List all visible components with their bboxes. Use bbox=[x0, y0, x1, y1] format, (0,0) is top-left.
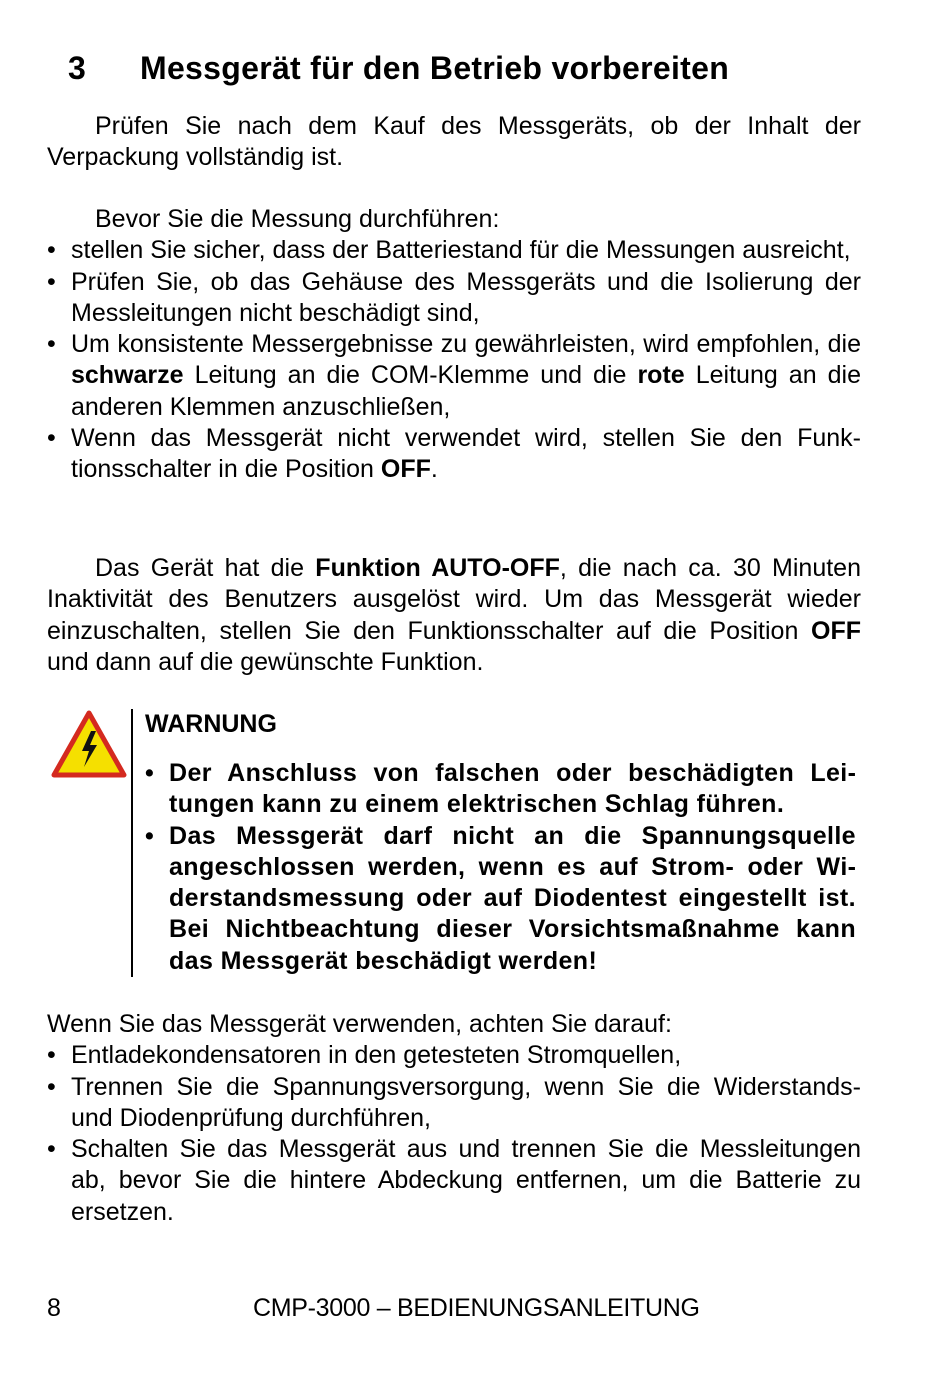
list-item: • Entladekondensatoren in den getesteten Stromquellen, bbox=[47, 1040, 861, 1071]
list-item: • Prüfen Sie, ob das Gehäuse des Messgeräts und die Isolierung der Messleitungen nicht beschädigt sind, bbox=[47, 267, 861, 330]
intro-paragraph: Prüfen Sie nach dem Kauf des Messgeräts, ob der Inhalt der Verpackung vollständig ist. bbox=[47, 112, 861, 172]
list-item: • Der Anschluss von falschen oder beschädigten Leitungen kann zu einem elektrischen Schlag führen. bbox=[145, 758, 856, 821]
warning-content bbox=[145, 709, 856, 977]
warning-divider bbox=[131, 709, 133, 977]
emphasis-red: rote bbox=[637, 361, 685, 390]
warning-title: WARNUNG bbox=[145, 710, 277, 738]
emphasis-off: OFF bbox=[380, 455, 431, 484]
preparation-lead: Bevor Sie die Messung durchführen: bbox=[95, 205, 500, 233]
section-number: 3 bbox=[68, 50, 87, 86]
list-item: • Schalten Sie das Messgerät aus und trennen Sie die Messleitungen ab, bevor Sie die hintere Abdeckung entfernen, um die Batterie zu ersetzen. bbox=[47, 1134, 861, 1228]
list-item: • Das Messgerät darf nicht an die Spannungsquelle angeschlossen werden, wenn es auf Strom- oder Widerstandsmessung oder auf Diodentest eingestellt ist. Bei Nichtbeachtung dieser Vorsichtsmaßnahme kann das Messgerät beschädigt werden! bbox=[145, 821, 856, 977]
auto-off-paragraph: Das Gerät hat die Funktion AUTO-OFF, die nach ca. 30 Minuten Inaktivität des Benutzers ausgelöst wird. Um das Messgerät wieder einzuschalten, stellen Sie den Funktionsschalter auf die Position OFF und dann auf die gewünschte Funktion. bbox=[47, 554, 861, 676]
emphasis-black: schwarze bbox=[71, 361, 184, 390]
usage-block bbox=[47, 1009, 861, 1228]
auto-off-block bbox=[47, 553, 861, 678]
warning-box bbox=[47, 709, 861, 977]
section-heading bbox=[68, 50, 729, 87]
usage-lead: Wenn Sie das Messgerät verwenden, achten Sie darauf: bbox=[47, 1010, 672, 1038]
intro-block bbox=[47, 111, 861, 174]
list-item: • Um konsistente Messergebnisse zu gewährleisten, wird empfohlen, die schwarze Leitung an die COM-Klemme und die rote Leitung an die anderen Klemmen anzuschließen, bbox=[47, 329, 861, 423]
warning-list bbox=[145, 758, 856, 977]
usage-list bbox=[47, 1040, 861, 1228]
emphasis-auto-off: Funktion AUTO-OFF bbox=[315, 554, 560, 582]
document-title: CMP-3000 – BEDIENUNGSANLEITUNG bbox=[253, 1294, 700, 1322]
section-title: Messgerät für den Betrieb vorbereiten bbox=[140, 50, 730, 86]
page-number: 8 bbox=[47, 1294, 61, 1322]
high-voltage-warning-icon bbox=[51, 709, 127, 779]
list-item: • Wenn das Messgerät nicht verwendet wird, stellen Sie den Funktionsschalter in die Position OFF. bbox=[47, 423, 861, 486]
list-item: • Trennen Sie die Spannungsversorgung, wenn Sie die Widerstands- und Diodenprüfung durchführen, bbox=[47, 1072, 861, 1135]
preparation-block bbox=[47, 204, 861, 486]
preparation-list bbox=[47, 235, 861, 485]
emphasis-off: OFF bbox=[811, 616, 861, 645]
list-item: • stellen Sie sicher, dass der Batteriestand für die Messungen ausreicht, bbox=[47, 235, 861, 266]
